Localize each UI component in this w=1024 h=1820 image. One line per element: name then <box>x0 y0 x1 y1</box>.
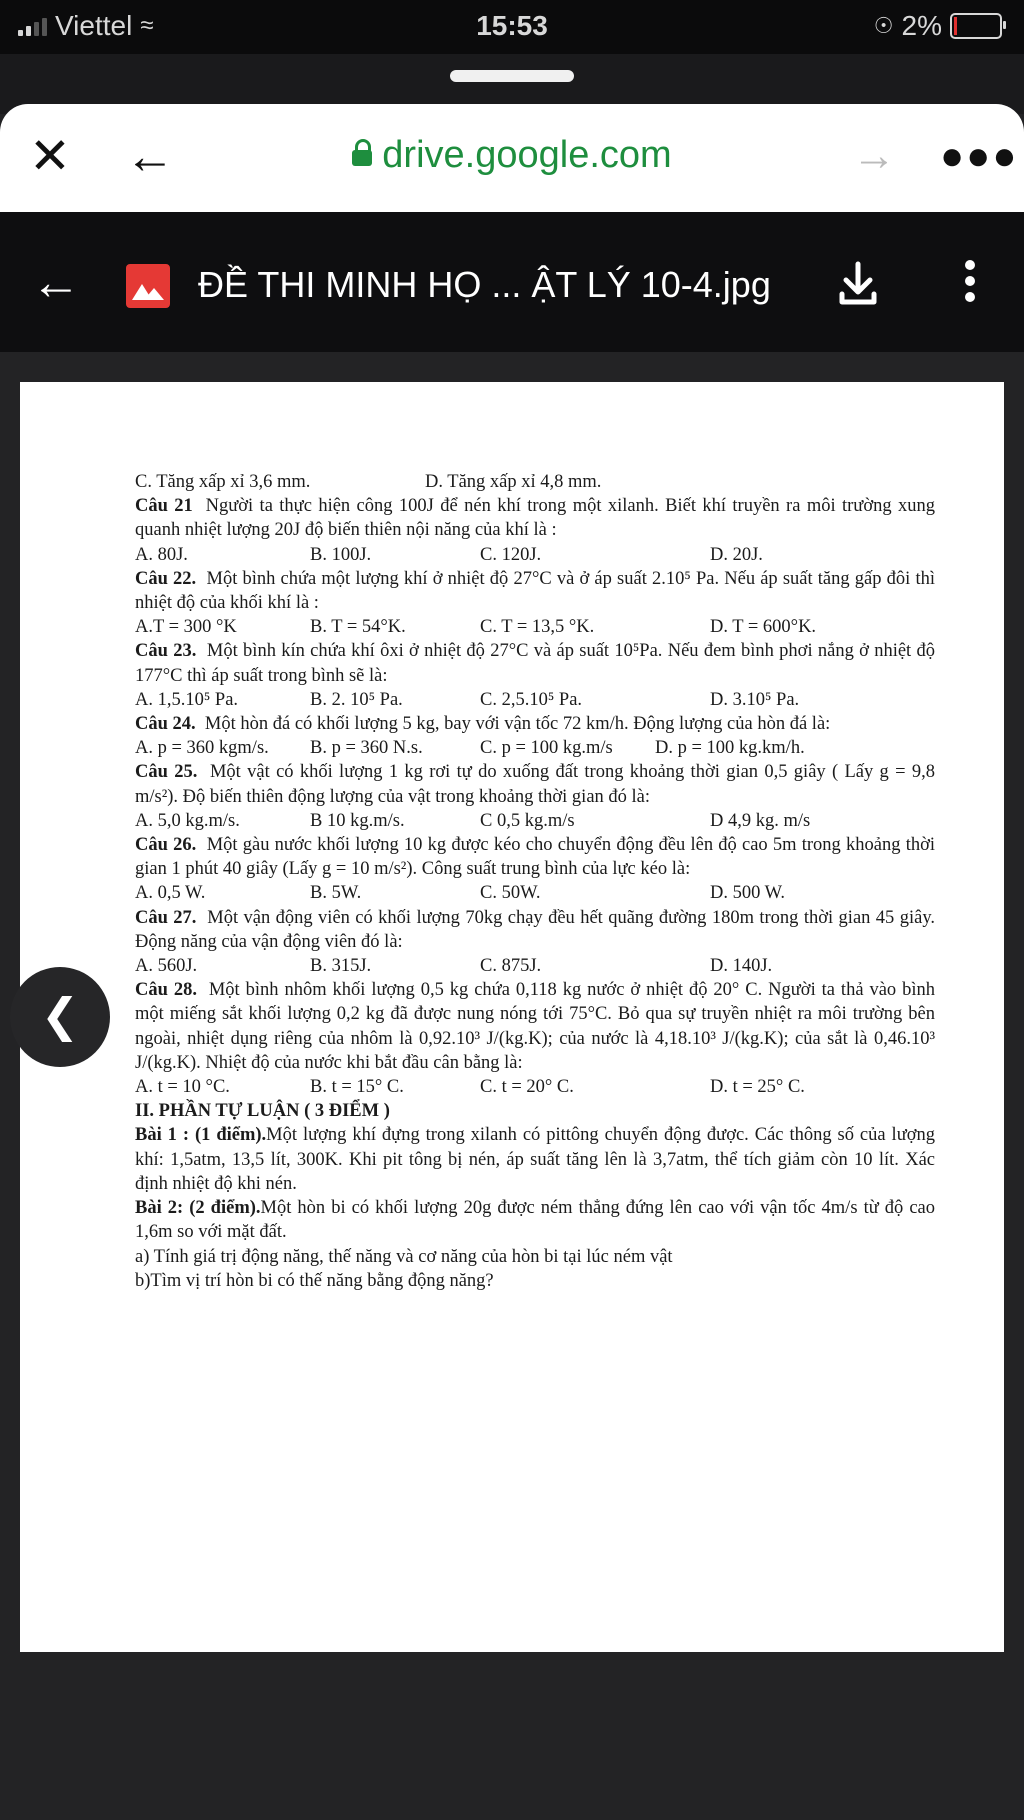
forward-button[interactable]: → <box>852 131 896 180</box>
q28-a: A. t = 10 °C. <box>135 1077 230 1098</box>
q20-option-c: C. Tăng xấp xỉ 3,6 mm. <box>135 472 311 492</box>
file-title: ĐỀ THI MINH HỌ ... ẬT LÝ 10-4.jpg <box>198 264 771 305</box>
q25-text: Một vật có khối lượng 1 kg rơi tự do xuống đất trong khoảng thời gian 0,5 giây ( Lấy g = 9,8 m/s²). Độ biến thiên động lượng của vật trong khoảng thời gian đó là: <box>135 762 935 807</box>
carrier-name: Viettel <box>55 10 133 41</box>
q21-a: A. 80J. <box>135 544 188 565</box>
q23-d: D. 3.10⁵ Pa. <box>710 689 800 710</box>
orientation-lock-icon: ☉ <box>873 13 894 38</box>
battery-icon <box>950 13 1002 39</box>
q21-c: C. 120J. <box>480 544 542 565</box>
essay1-text: Một lượng khí đựng trong xilanh có pittông chuyển động được. Các thông số của lượng khí: 1,5atm, 13,5 lít, 300K. Khi pit tông bị nén, áp suất tăng lên là 3,7atm, thể tích giảm còn 10 lít. Xác định nhiệt độ khi nén. <box>135 1125 936 1194</box>
q22-a: A.T = 300 °K <box>135 617 237 638</box>
q28-text: Một bình nhôm khối lượng 0,5 kg chứa 0,118 kg nước ở nhiệt độ 20° C. Người ta thả vào bình một miếng sắt khối lượng 0,2 kg đã được nung nóng tới 75°C. Bỏ qua sự truyền nhiệt ra môi trường bên ngoài, nhiệt dụng riêng của nhôm là 0,92.10³ J/(kg.K); của nước là 4,18.10³ J/(kg.K); của sắt là 0,46.10³ J/(kg.K). Nhiệt độ của nước khi bắt đầu cân bằng là: <box>135 980 936 1073</box>
essay2-part-a: a) Tính giá trị động năng, thế năng và cơ năng của hòn bi tại lúc ném vật <box>135 1246 673 1267</box>
q28-c: C. t = 20° C. <box>480 1077 574 1098</box>
q24-d: D. p = 100 kg.km/h. <box>655 738 805 759</box>
download-button[interactable] <box>830 256 886 312</box>
download-icon <box>830 256 886 312</box>
essay2-text: Một hòn bi có khối lượng 20g được ném thẳng đứng lên cao với vận tốc 4m/s từ độ cao 1,6m so với mặt đất. <box>135 1198 936 1243</box>
q22-text: Một bình chứa một lượng khí ở nhiệt độ 27°C và ở áp suất 2.10⁵ Pa. Nếu áp suất tăng gấp đôi thì nhiệt độ của khối khí là : <box>135 568 935 614</box>
q24-label: Câu 24. <box>135 714 196 735</box>
q26-label: Câu 26. <box>135 835 197 856</box>
q25-c: C 0,5 kg.m/s <box>480 810 575 831</box>
q25-a: A. 5,0 kg.m/s. <box>135 810 240 831</box>
q25-b: B 10 kg.m/s. <box>310 810 405 831</box>
essay2-label: Bài 2: (2 điểm). <box>135 1198 261 1219</box>
back-button[interactable]: ← <box>125 128 175 184</box>
q24-text: Một hòn đá có khối lượng 5 kg, bay với vận tốc 72 km/h. Động lượng của hòn đá là: <box>204 714 831 735</box>
q24-a: A. p = 360 kgm/s. <box>135 738 269 759</box>
q23-b: B. 2. 10⁵ Pa. <box>310 689 403 710</box>
previous-image-button[interactable] <box>10 967 110 1067</box>
q23-c: C. 2,5.10⁵ Pa. <box>480 689 583 710</box>
essay2-part-b: b)Tìm vị trí hòn bi có thế năng bằng động năng? <box>135 1270 494 1291</box>
clock: 15:53 <box>476 10 548 41</box>
q25-d: D 4,9 kg. m/s <box>710 810 811 831</box>
q27-d: D. 140J. <box>710 956 773 977</box>
q22-c: C. T = 13,5 °K. <box>480 617 595 638</box>
q21-d: D. 20J. <box>710 544 763 565</box>
q27-b: B. 315J. <box>310 956 372 977</box>
q25-label: Câu 25. <box>135 762 198 783</box>
close-button[interactable]: ✕ <box>29 128 71 184</box>
q23-a: A. 1,5.10⁵ Pa. <box>135 689 239 710</box>
viewer-back-button[interactable]: ← <box>31 254 81 310</box>
drive-viewer-header <box>0 212 1024 352</box>
q27-label: Câu 27. <box>135 907 197 928</box>
chevron-left-icon: ❮ <box>40 989 80 1041</box>
q26-text: Một gàu nước khối lượng 10 kg được kéo cho chuyển động đều lên độ cao 5m trong khoảng thời gian 1 phút 40 giây (Lấy g = 10 m/s²). Công suất trung bình của lực kéo là: <box>135 835 936 880</box>
q27-c: C. 875J. <box>480 956 542 977</box>
status-bar <box>0 0 1024 54</box>
sheet-grabber[interactable] <box>450 70 574 82</box>
lock-icon <box>352 150 372 166</box>
q24-c: C. p = 100 kg.m/s <box>480 738 613 759</box>
more-options-button[interactable]: ●●● <box>940 134 1019 178</box>
q26-d: D. 500 W. <box>710 883 786 904</box>
q26-b: B. 5W. <box>310 883 362 904</box>
q21-text: Người ta thực hiện công 100J để nén khí trong một xilanh. Biết khí truyền ra môi trường xung quanh nhiệt lượng 20J độ biến thiên nội năng của khí là : <box>135 496 935 541</box>
battery-percent: 2% <box>901 10 942 41</box>
q23-label: Câu 23. <box>135 641 197 662</box>
wifi-icon: ≈ <box>140 12 154 39</box>
url-text: drive.google.com <box>382 134 672 176</box>
q26-a: A. 0,5 W. <box>135 883 206 904</box>
browser-toolbar <box>0 104 1024 212</box>
q27-text: Một vận động viên có khối lượng 70kg chạy đều hết quãng đường 180m trong thời gian 45 giây. Động năng của vận động viên đó là: <box>135 907 935 952</box>
q22-b: B. T = 54°K. <box>310 617 406 638</box>
q28-b: B. t = 15° C. <box>310 1077 404 1098</box>
essay1-label: Bài 1 : (1 điểm). <box>135 1125 267 1146</box>
q22-label: Câu 22. <box>135 568 197 589</box>
q26-c: C. 50W. <box>480 883 541 904</box>
q28-label: Câu 28. <box>135 980 197 1001</box>
q22-d: D. T = 600°K. <box>710 617 817 638</box>
viewer-menu-button[interactable] <box>950 254 990 314</box>
image-file-icon <box>126 264 170 308</box>
q28-d: D. t = 25° C. <box>710 1077 805 1098</box>
status-right <box>874 10 1002 42</box>
q21-label: Câu 21 <box>135 496 193 517</box>
document-text <box>135 470 935 1293</box>
q21-b: B. 100J. <box>310 544 372 565</box>
document-image <box>20 382 1004 1652</box>
essay-section-heading: II. PHẦN TỰ LUẬN ( 3 ĐIỂM ) <box>135 1101 390 1122</box>
q20-option-d: D. Tăng xấp xỉ 4,8 mm. <box>425 472 602 492</box>
q23-text: Một bình kín chứa khí ôxi ở nhiệt độ 27°C và áp suất 10⁵Pa. Nếu đem bình phơi nắng ở nhiệt độ 177°C thì áp suất trong bình sẽ là: <box>135 641 935 686</box>
q27-a: A. 560J. <box>135 956 198 977</box>
q24-b: B. p = 360 N.s. <box>310 738 423 759</box>
